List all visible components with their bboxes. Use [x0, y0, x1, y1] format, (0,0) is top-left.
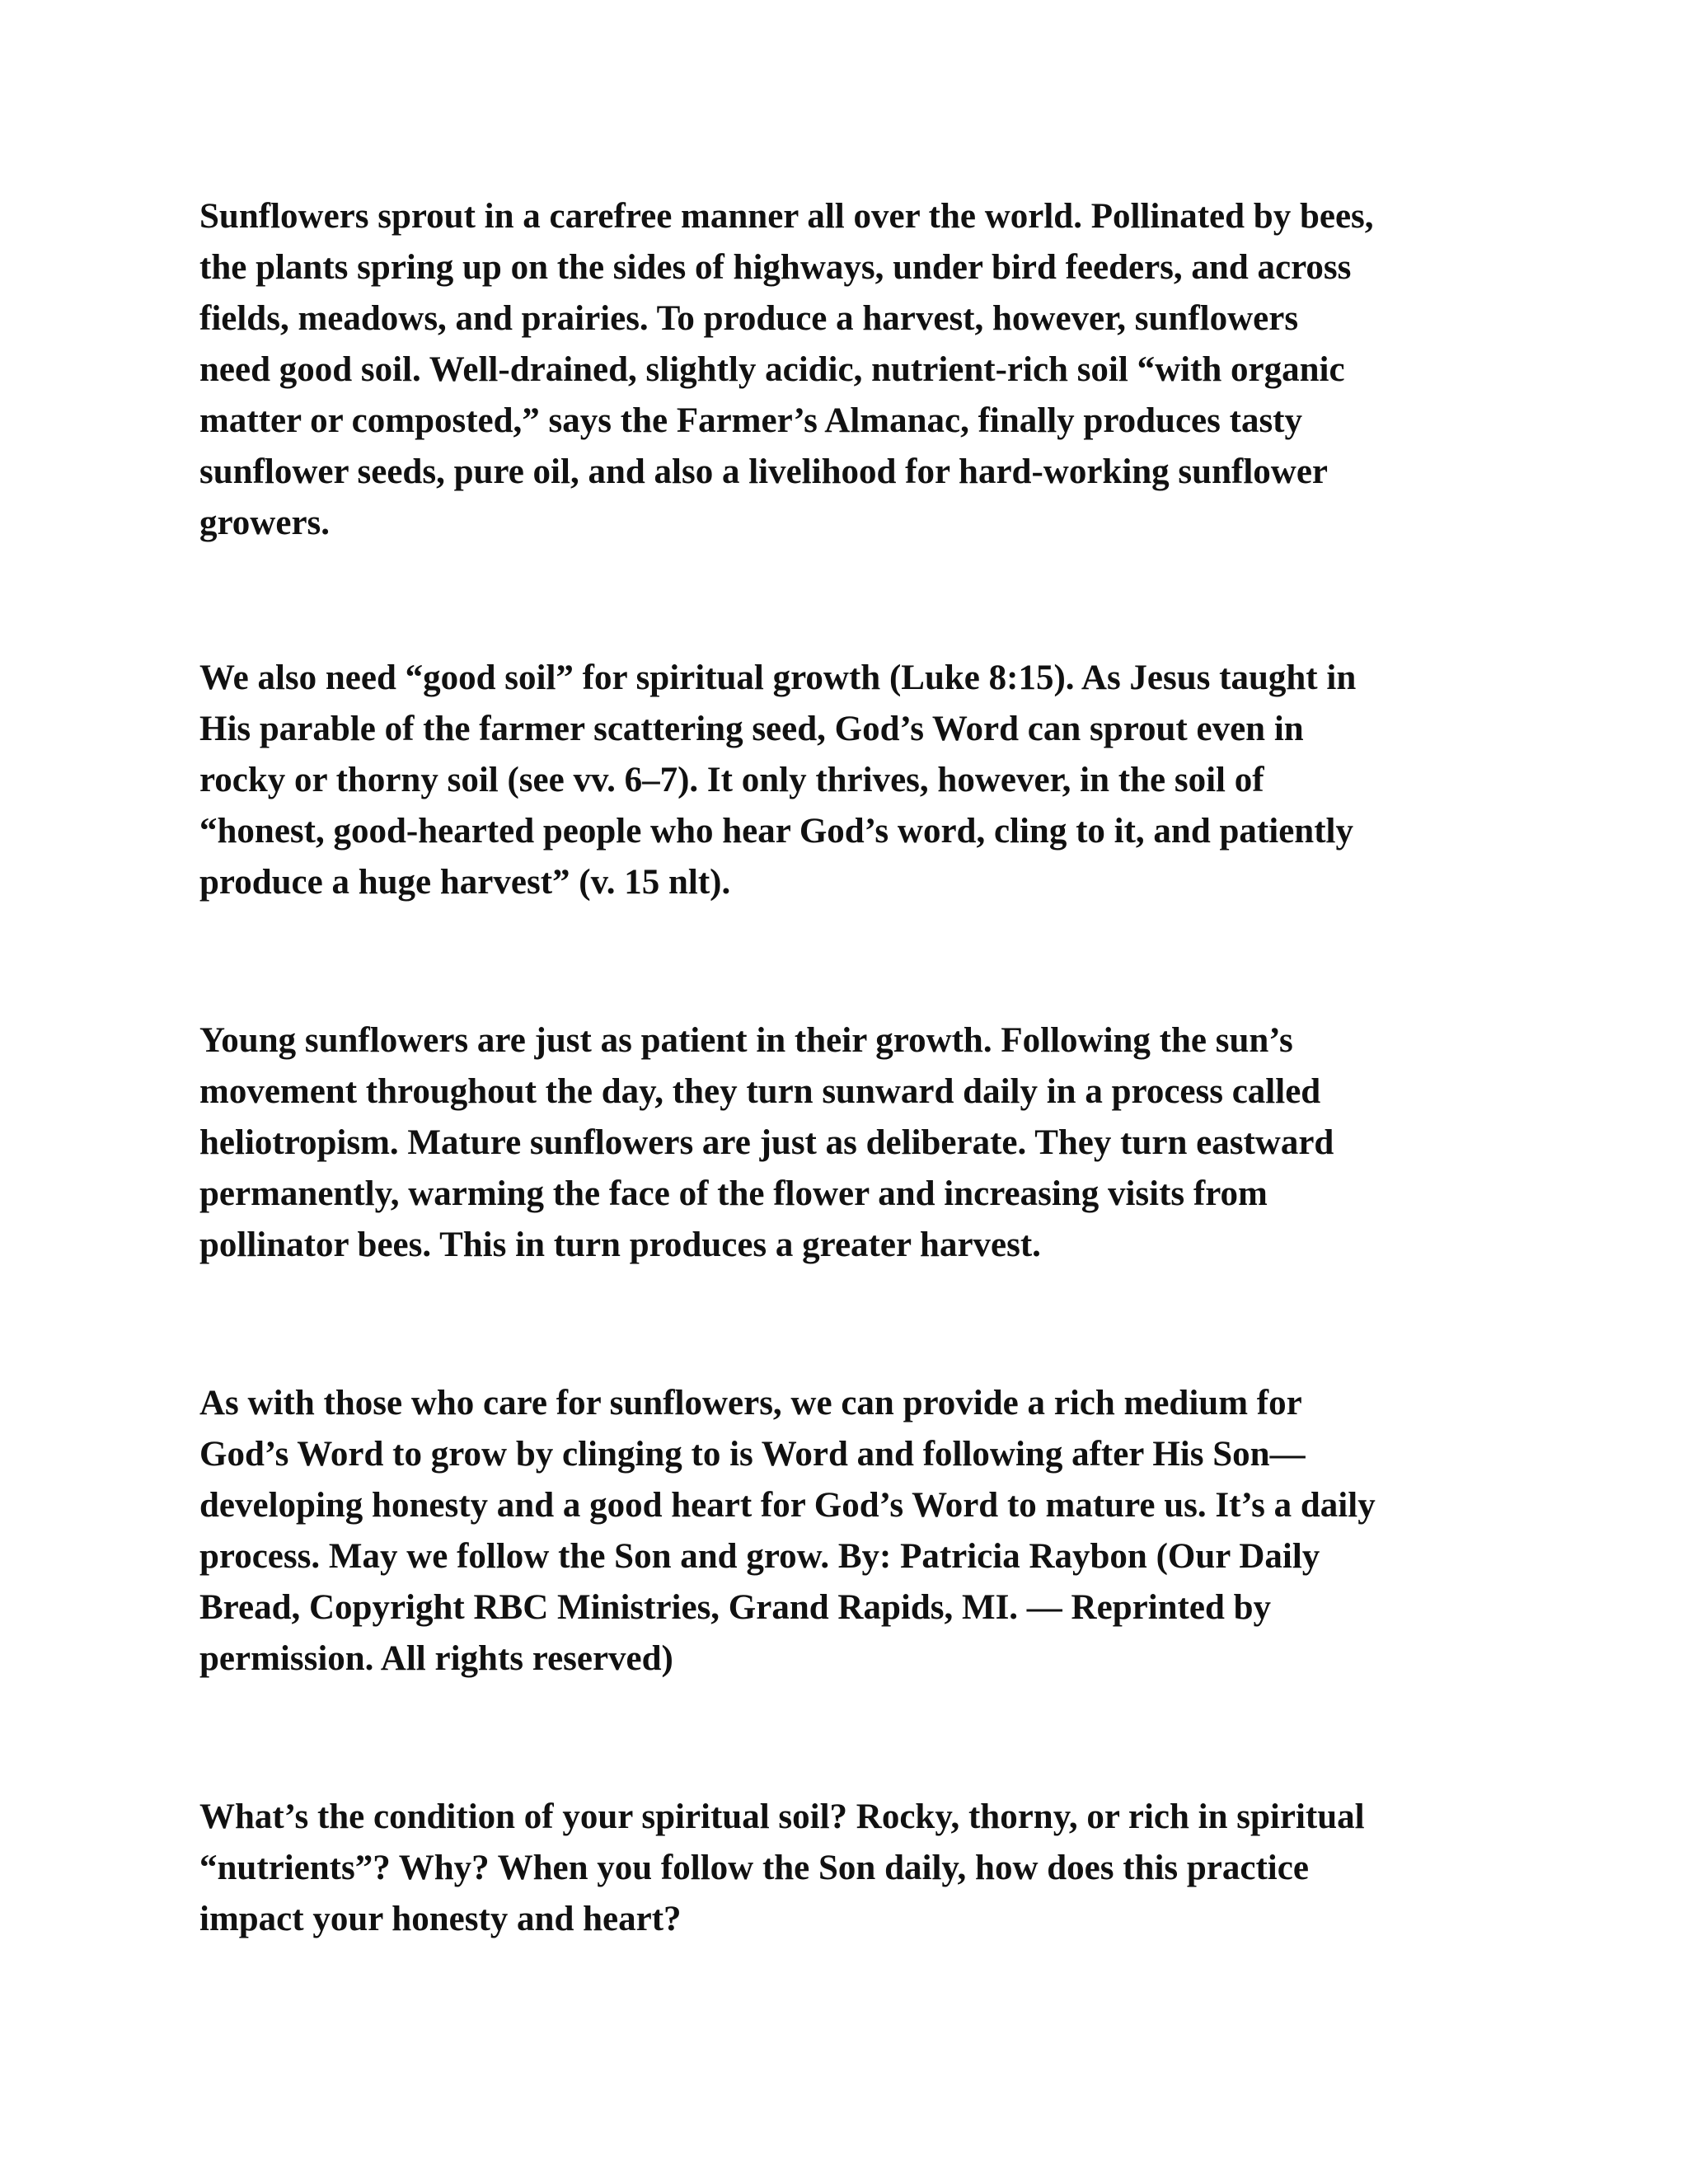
- paragraph-rich-medium: As with those who care for sunflowers, we can provide a rich medium for God’s Word to grow by clinging to is Word and following after His Son— developing honesty and a good heart for God’s Word to mature us. It’s a daily process. May we follow the Son and grow. By: Patricia Raybon (Our Daily Bread, Copyright RBC Ministries, Grand Rapids, MI. — Reprinted by permission. All rights reserved): [199, 1384, 1376, 1678]
- paragraph-young-sunflowers: Young sunflowers are just as patient in their growth. Following the sun’s movement throughout the day, they turn sunward daily in a process called heliotropism. Mature sunflowers are just as deliberate. They turn eastward permanently, warming the face of the flower and increasing visits from pollinator bees. This in turn produces a greater harvest.: [199, 1021, 1334, 1264]
- document-body: [199, 191, 1502, 1945]
- paragraph-good-soil: We also need “good soil” for spiritual growth (Luke 8:15). As Jesus taught in His parable of the farmer scattering seed, God’s Word can sprout even in rocky or thorny soil (see vv. 6–7). It only thrives, however, in the soil of “honest, good-hearted people who hear God’s word, cling to it, and patiently produce a huge harvest” (v. 15 nlt).: [199, 658, 1357, 902]
- paragraph-reflection-questions: What’s the condition of your spiritual soil? Rocky, thorny, or rich in spiritual “nutrients”? Why? When you follow the Son daily, how does this practice impact your honesty and heart?: [199, 1797, 1365, 1938]
- paragraph-sunflowers-sprout: Sunflowers sprout in a carefree manner all over the world. Pollinated by bees, the plants spring up on the sides of highways, under bird feeders, and across fields, meadows, and prairies. To produce a harvest, however, sunflowers need good soil. Well-drained, slightly acidic, nutrient-rich soil “with organic matter or composted,” says the Farmer’s Almanac, finally produces tasty sunflower seeds, pure oil, and also a livelihood for hard-working sunflower growers.: [199, 197, 1374, 542]
